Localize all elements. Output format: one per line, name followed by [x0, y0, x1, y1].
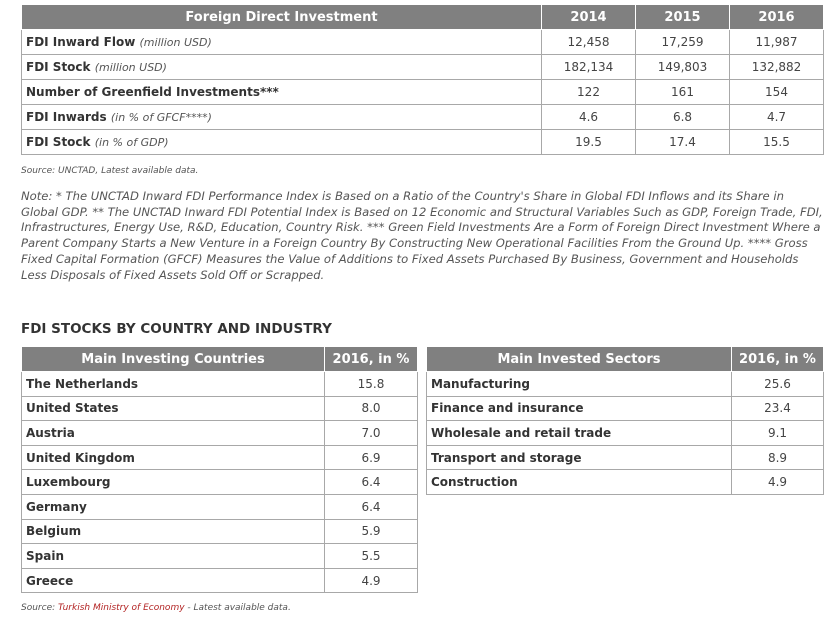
sectors-header-value: 2016, in %: [732, 347, 824, 372]
fdi-header-label: Foreign Direct Investment: [22, 5, 542, 30]
fdi-table-header: [22, 5, 824, 30]
row-label: FDI Stock (million USD): [22, 55, 542, 80]
sector-name: Transport and storage: [427, 445, 732, 470]
table-row: [22, 544, 418, 569]
table-row: [427, 421, 824, 446]
country-name: The Netherlands: [22, 372, 325, 397]
cell-value: 15.5: [730, 130, 824, 155]
sectors-table-header: [427, 347, 824, 372]
country-name: Belgium: [22, 519, 325, 544]
table-row: [22, 372, 418, 397]
cell-value: 12,458: [542, 30, 636, 55]
table-row: [22, 396, 418, 421]
table-row: [22, 105, 824, 130]
country-share: 4.9: [325, 568, 418, 593]
table-row: [22, 445, 418, 470]
country-share: 7.0: [325, 421, 418, 446]
table-row: [22, 494, 418, 519]
cell-value: 161: [636, 80, 730, 105]
table-row: [22, 130, 824, 155]
countries-table: [21, 346, 418, 593]
fdi-table: [21, 4, 824, 155]
table-row: [22, 30, 824, 55]
source-note: Source: UNCTAD, Latest available data.: [21, 166, 199, 176]
sector-share: 9.1: [732, 421, 824, 446]
country-share: 6.4: [325, 470, 418, 495]
fdi-header-year: 2014: [542, 5, 636, 30]
country-name: Austria: [22, 421, 325, 446]
table-row: [427, 372, 824, 397]
countries-header-label: Main Investing Countries: [22, 347, 325, 372]
source-note: Source: Turkish Ministry of Economy - Latest available data.: [21, 603, 291, 613]
table-row: [22, 55, 824, 80]
fdi-header-year: 2016: [730, 5, 824, 30]
country-name: Luxembourg: [22, 470, 325, 495]
country-name: United States: [22, 396, 325, 421]
country-share: 8.0: [325, 396, 418, 421]
row-label: FDI Stock (in % of GDP): [22, 130, 542, 155]
sector-name: Wholesale and retail trade: [427, 421, 732, 446]
fdi-header-year: 2015: [636, 5, 730, 30]
cell-value: 6.8: [636, 105, 730, 130]
country-share: 6.9: [325, 445, 418, 470]
table-row: [22, 568, 418, 593]
country-name: United Kingdom: [22, 445, 325, 470]
table-row: [427, 445, 824, 470]
cell-value: 11,987: [730, 30, 824, 55]
sector-share: 23.4: [732, 396, 824, 421]
sectors-table: [426, 346, 824, 495]
country-name: Greece: [22, 568, 325, 593]
cell-value: 182,134: [542, 55, 636, 80]
row-label: FDI Inward Flow (million USD): [22, 30, 542, 55]
sector-name: Construction: [427, 470, 732, 495]
sector-share: 25.6: [732, 372, 824, 397]
country-name: Spain: [22, 544, 325, 569]
source-link[interactable]: Turkish Ministry of Economy: [58, 603, 185, 613]
country-name: Germany: [22, 494, 325, 519]
row-label: Number of Greenfield Investments***: [22, 80, 542, 105]
cell-value: 149,803: [636, 55, 730, 80]
sectors-header-label: Main Invested Sectors: [427, 347, 732, 372]
sector-share: 4.9: [732, 470, 824, 495]
footnote: Note: * The UNCTAD Inward FDI Performance Index is Based on a Ratio of the Country's Share in Global FDI Inflows and its Share in Global GDP. ** The UNCTAD Inward FDI Potential Index is Based on 12 Economic and Structural Variables Such as GDP, Foreign Trade, FDI, Infrastructures, Energy Use, R&D, Education, Country Risk. *** Green Field Investments Are a Form of Foreign Direct Investment Where a Parent Company Starts a New Venture in a Foreign Country By Constructing New Operational Facilities From the Ground Up. **** Gross Fixed Capital Formation (GFCF) Measures the Value of Additions to Fixed Assets Purchased By Business, Government and Households Less Disposals of Fixed Assets Sold Off or Scrapped.: [21, 189, 823, 282]
table-row: [427, 396, 824, 421]
cell-value: 154: [730, 80, 824, 105]
table-row: [427, 470, 824, 495]
countries-table-header: [22, 347, 418, 372]
table-row: [22, 470, 418, 495]
row-label: FDI Inwards (in % of GFCF****): [22, 105, 542, 130]
countries-header-value: 2016, in %: [325, 347, 418, 372]
row-unit: (in % of GDP): [94, 136, 169, 149]
table-row: [22, 80, 824, 105]
country-share: 5.5: [325, 544, 418, 569]
cell-value: 132,882: [730, 55, 824, 80]
cell-value: 4.6: [542, 105, 636, 130]
sector-name: Finance and insurance: [427, 396, 732, 421]
section-title: FDI STOCKS BY COUNTRY AND INDUSTRY: [21, 321, 332, 337]
cell-value: 122: [542, 80, 636, 105]
country-share: 15.8: [325, 372, 418, 397]
country-share: 5.9: [325, 519, 418, 544]
row-unit: (million USD): [139, 36, 212, 49]
sector-name: Manufacturing: [427, 372, 732, 397]
table-row: [22, 519, 418, 544]
country-share: 6.4: [325, 494, 418, 519]
cell-value: 19.5: [542, 130, 636, 155]
cell-value: 17.4: [636, 130, 730, 155]
cell-value: 4.7: [730, 105, 824, 130]
sector-share: 8.9: [732, 445, 824, 470]
row-unit: (million USD): [94, 61, 167, 74]
cell-value: 17,259: [636, 30, 730, 55]
row-unit: (in % of GFCF****): [110, 111, 212, 124]
table-row: [22, 421, 418, 446]
